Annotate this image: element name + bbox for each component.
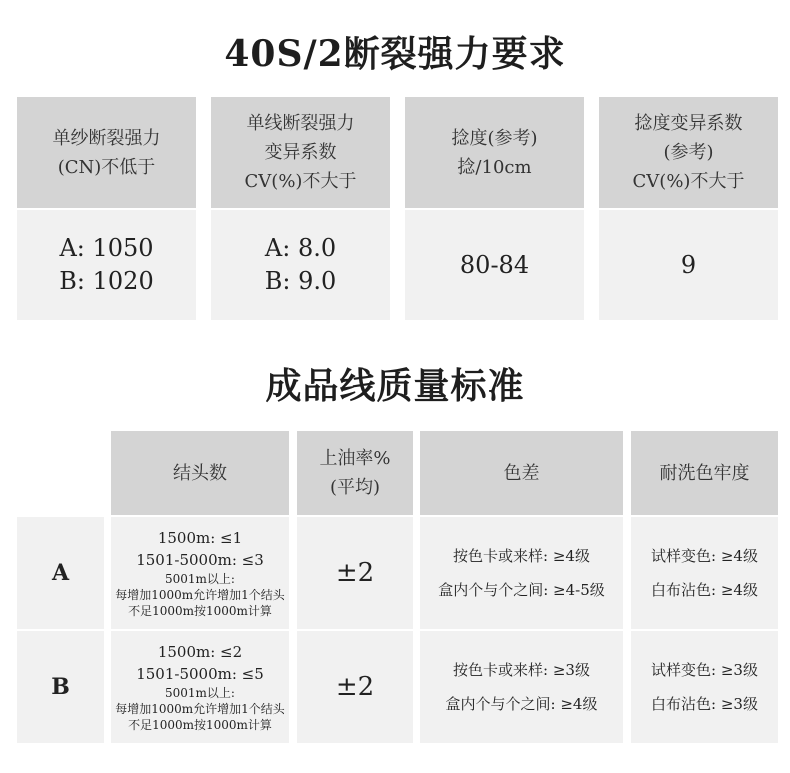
color-diff-b-line1: 按色卡或来样: ≥3级 <box>453 661 590 679</box>
color-diff-a <box>420 517 623 629</box>
value-cv-b: B: 9.0 <box>264 267 337 295</box>
value-strength <box>17 210 196 320</box>
header-wash-fastness: 耐洗色牢度 <box>631 431 778 515</box>
fastness-a-line1: 试样变色: ≥4级 <box>651 547 758 565</box>
value-twist-cv-text: 9 <box>680 250 697 279</box>
oil-b <box>297 631 413 743</box>
knots-a-line5: 不足1000m按1000m计算 <box>128 604 272 618</box>
grade-b <box>17 631 104 743</box>
knots-b-line1: 1500m: ≤2 <box>157 643 243 661</box>
header-oil-rate: 上油率% (平均) <box>297 431 413 515</box>
color-diff-a-line2: 盒内个与个之间: ≥4-5级 <box>438 581 605 599</box>
grade-a-label: A <box>51 560 70 586</box>
value-strength-b: B: 1020 <box>59 267 154 295</box>
knots-a-line4: 每增加1000m允许增加1个结头 <box>115 588 285 602</box>
fastness-b-line2: 白布沾色: ≥3级 <box>651 695 758 713</box>
header-knots: 结头数 <box>111 431 289 515</box>
knots-a <box>111 517 289 629</box>
fastness-b-line1: 试样变色: ≥3级 <box>651 661 758 679</box>
knots-b-line3: 5001m以上: <box>165 686 235 700</box>
header-twist: 捻度(参考) 捻/10cm <box>405 97 584 208</box>
oil-a-value: ±2 <box>335 558 375 588</box>
header-strength-cv: 单线断裂强力 变异系数 CV(%)不大于 <box>211 97 390 208</box>
value-twist-cv <box>599 210 778 320</box>
grade-b-label: B <box>51 674 70 700</box>
knots-b-line5: 不足1000m按1000m计算 <box>128 718 272 732</box>
table1-title: 40S/2断裂强力要求 <box>224 33 566 75</box>
value-cv-a: A: 8.0 <box>264 234 337 262</box>
knots-a-line1: 1500m: ≤1 <box>157 529 243 547</box>
value-strength-a: A: 1050 <box>59 234 154 262</box>
grade-a <box>17 517 104 629</box>
oil-a <box>297 517 413 629</box>
header-twist-cv: 捻度变异系数 (参考) CV(%)不大于 <box>599 97 778 208</box>
header-single-yarn-strength: 单纱断裂强力 (CN)不低于 <box>17 97 196 208</box>
color-diff-b-line2: 盒内个与个之间: ≥4级 <box>445 695 598 713</box>
value-twist-text: 80-84 <box>459 250 530 279</box>
knots-b-line2: 1501-5000m: ≤5 <box>136 665 264 683</box>
fastness-a-line2: 白布沾色: ≥4级 <box>651 581 758 599</box>
knots-b <box>111 631 289 743</box>
knots-a-line2: 1501-5000m: ≤3 <box>136 551 264 569</box>
color-diff-b <box>420 631 623 743</box>
knots-b-line4: 每增加1000m允许增加1个结头 <box>115 702 285 716</box>
fastness-b <box>631 631 778 743</box>
value-cv <box>211 210 390 320</box>
value-twist <box>405 210 584 320</box>
table2-title: 成品线质量标准 <box>265 365 525 407</box>
fastness-a <box>631 517 778 629</box>
knots-a-line3: 5001m以上: <box>165 572 235 586</box>
oil-b-value: ±2 <box>335 672 375 702</box>
header-color-difference: 色差 <box>420 431 623 515</box>
color-diff-a-line1: 按色卡或来样: ≥4级 <box>453 547 590 565</box>
